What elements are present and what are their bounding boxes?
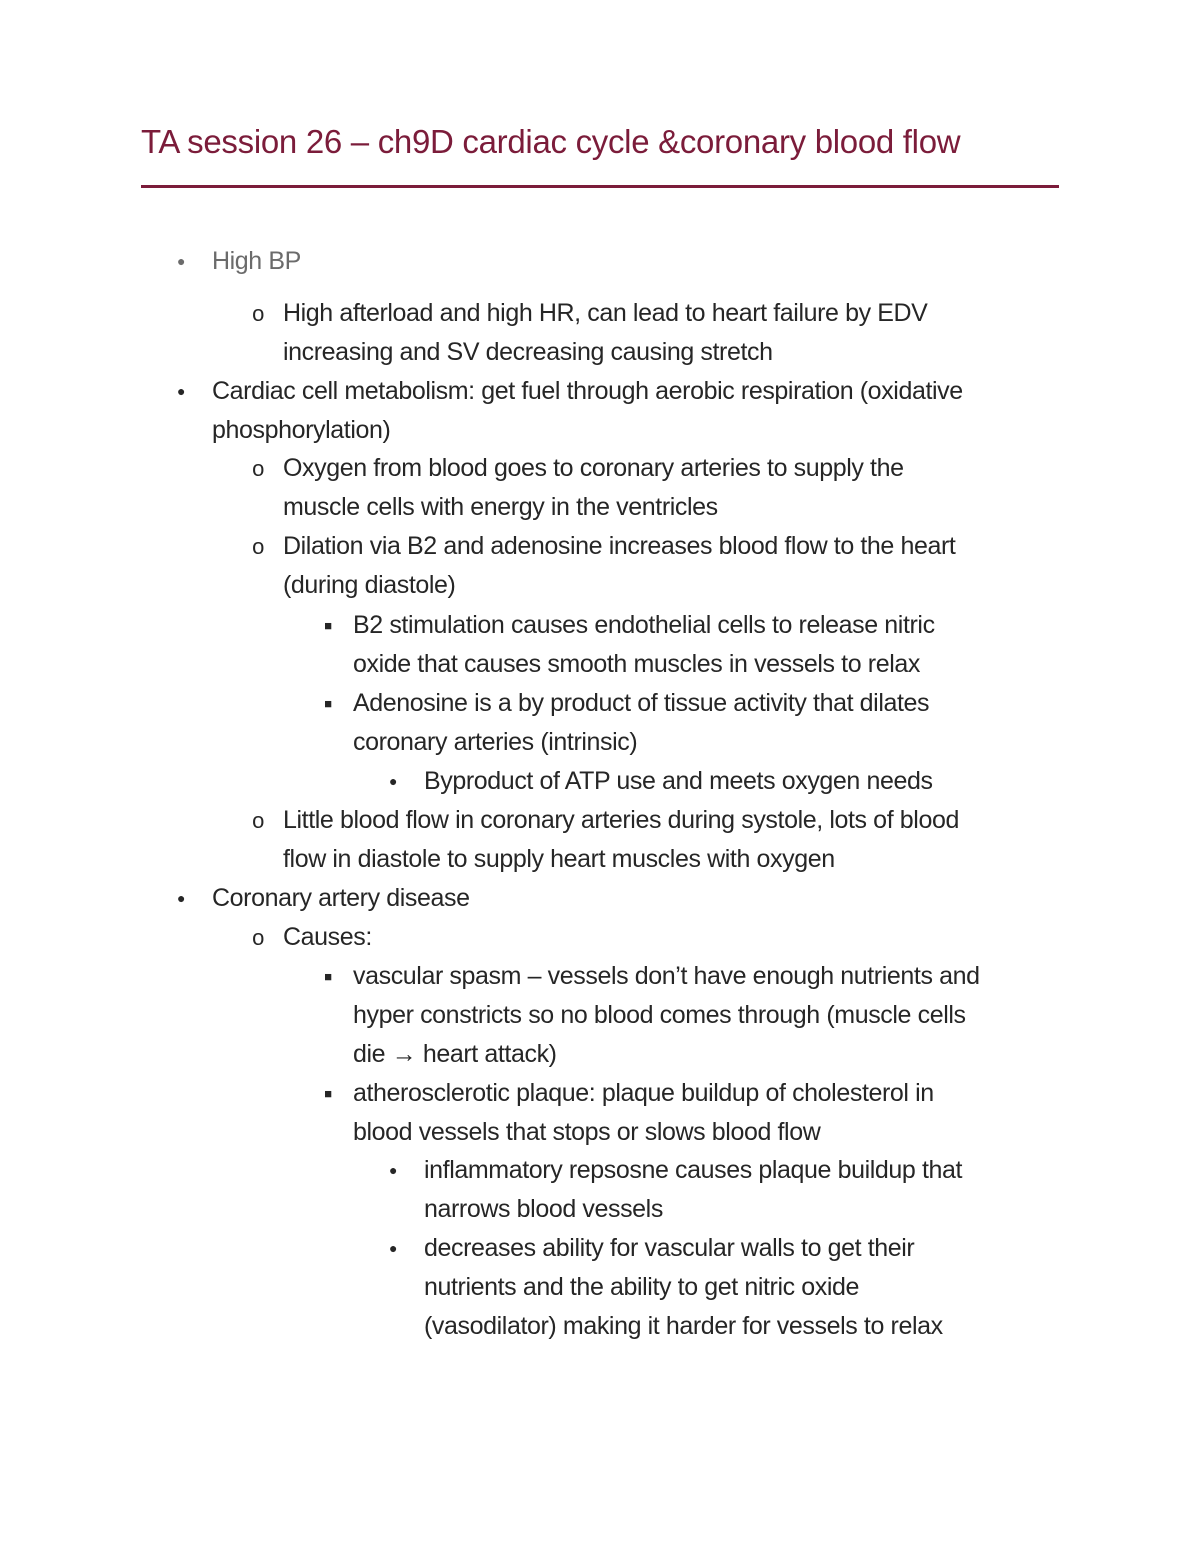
list-item-text: Byproduct of ATP use and meets oxygen needs <box>424 767 933 795</box>
list-item-text: High BP <box>212 247 301 275</box>
square-bullet-icon: ■ <box>324 696 332 711</box>
list-item-text: B2 stimulation causes endothelial cells to release nitric oxide that causes smooth muscles in vessels to relax <box>353 611 935 678</box>
list-item-text: decreases ability for vascular walls to get their nutrients and the ability to get nitric oxide (vasodilator) making it harder for vessels to relax <box>424 1234 943 1340</box>
list-item <box>252 918 1073 957</box>
list-item-text: atherosclerotic plaque: plaque buildup of cholesterol in blood vessels that stops or slows blood flow <box>353 1079 934 1146</box>
list-item <box>252 527 1073 605</box>
bullet-icon: ● <box>388 1162 398 1178</box>
list-item <box>252 294 1073 372</box>
square-bullet-icon: ■ <box>324 969 332 984</box>
list-item <box>176 372 1072 450</box>
square-bullet-icon: ■ <box>324 1086 332 1101</box>
list-item <box>176 242 1072 281</box>
list-item-text: Cardiac cell metabolism: get fuel through aerobic respiration (oxidative phosphorylation) <box>212 377 963 444</box>
square-bullet-icon: ■ <box>324 618 332 633</box>
list-item <box>252 449 1073 527</box>
list-item <box>324 606 1073 684</box>
list-item-text: Little blood flow in coronary arteries during systole, lots of blood flow in diastole to supply heart muscles with oxygen <box>283 806 959 873</box>
list-item-text: inflammatory repsosne causes plaque buildup that narrows blood vessels <box>424 1156 963 1223</box>
list-item <box>252 801 1073 879</box>
list-item <box>388 1151 1074 1229</box>
list-item-text: Dilation via B2 and adenosine increases blood flow to the heart (during diastole) <box>283 532 956 599</box>
circle-bullet-icon: o <box>252 925 264 950</box>
bullet-icon: ● <box>388 773 398 789</box>
list-item <box>388 762 1074 801</box>
list-item <box>324 1074 1073 1152</box>
list-item-text: Causes: <box>283 923 372 951</box>
list-item <box>324 684 1073 762</box>
circle-bullet-icon: o <box>252 808 264 833</box>
bullet-icon: ● <box>176 253 186 269</box>
circle-bullet-icon: o <box>252 301 264 326</box>
circle-bullet-icon: o <box>252 456 264 481</box>
page-title: TA session 26 – ch9D cardiac cycle &coronary blood flow <box>141 123 961 160</box>
list-item-text: Adenosine is a by product of tissue activity that dilates coronary arteries (intrinsic) <box>353 689 930 756</box>
bullet-icon: ● <box>176 383 186 399</box>
list-item-text: Oxygen from blood goes to coronary arteries to supply the muscle cells with energy in the ventricles <box>283 454 904 521</box>
list-item <box>176 879 1072 918</box>
list-item <box>388 1229 1074 1346</box>
bullet-icon: ● <box>176 890 186 906</box>
circle-bullet-icon: o <box>252 534 264 559</box>
list-item-text: High afterload and high HR, can lead to heart failure by EDV increasing and SV decreasing causing stretch <box>283 299 928 366</box>
list-item <box>324 957 1073 1074</box>
bullet-icon: ● <box>388 1240 398 1256</box>
list-item-text: Coronary artery disease <box>212 884 470 912</box>
list-item-text: vascular spasm – vessels don’t have enough nutrients and hyper constricts so no blood comes through (muscle cells die → heart attack) <box>353 962 980 1068</box>
